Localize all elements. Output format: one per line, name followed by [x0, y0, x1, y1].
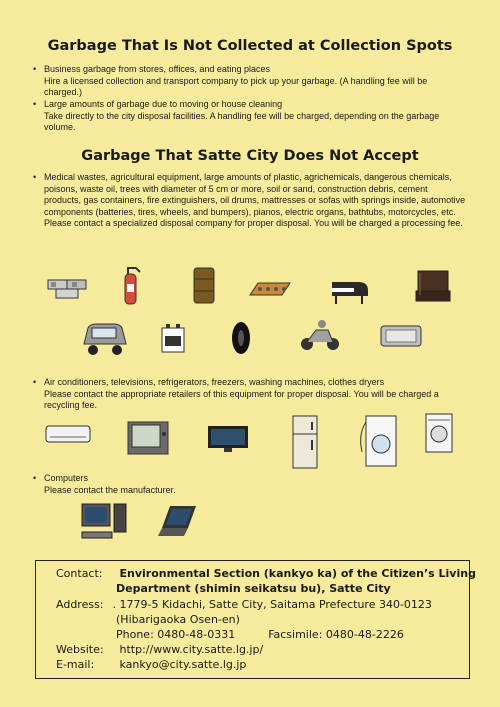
email-label: E-mail:: [56, 658, 95, 671]
piano-icon: [328, 274, 372, 306]
list-item: [33, 64, 466, 99]
section2-title: Garbage That Satte City Does Not Accept: [81, 148, 419, 164]
washing-machine-icon: [356, 412, 402, 470]
website-label: Website:: [56, 643, 104, 656]
bullet: •: [33, 377, 37, 387]
air-conditioner-icon: [44, 424, 92, 446]
refrigerator-icon: [290, 414, 320, 470]
address-row: [116, 613, 240, 626]
fax-number: Facsimile: 0480-48-2226: [268, 628, 404, 641]
bullet: •: [33, 473, 37, 483]
item-text: Air conditioners, televisions, refrigerators, freezers, washing machines, clothes dryers: [44, 377, 385, 387]
car-icon: [80, 318, 130, 358]
address-label: Address:: [56, 598, 104, 611]
address-line2: (Hibarigaoka Osen-en): [116, 613, 240, 626]
website-link[interactable]: http://www.city.satte.lg.jp/: [119, 643, 264, 656]
flat-tv-icon: [206, 424, 250, 454]
desktop-computer-icon: [80, 500, 130, 544]
email-row: [56, 658, 246, 671]
bundled-pipes-icon: [248, 279, 292, 299]
item-subtext: Please contact the manufacturer.: [44, 484, 176, 495]
list-item: [33, 99, 466, 134]
phone-number: Phone: 0480-48-0331: [116, 628, 236, 641]
address-line1: . 1779-5 Kidachi, Satte City, Saitama Prefecture 340-0123: [112, 598, 432, 611]
address-row: [56, 598, 432, 611]
sofa-icon: [412, 267, 452, 307]
contact-row: [56, 567, 476, 580]
car-battery-icon: [160, 322, 186, 354]
contact-label: Contact:: [56, 567, 103, 580]
clothes-dryer-icon: [424, 412, 454, 454]
laptop-icon: [158, 504, 198, 540]
item-subtext: Take directly to the city disposal facilities. A handling fee will be charged, depending on the garbage volume.: [44, 110, 440, 132]
contact-department-line2: Department (shimin seikatsu bu), Satte City: [116, 582, 391, 595]
list-item: [33, 377, 466, 412]
item-text: Medical wastes, agricultural equipment, large amounts of plastic, agrichemicals, dangerous chemicals, poisons, waste oil, trees with diameter of 5 cm or more, soil or sand, construction debris, cement products, gas containers, fire extinguishers, oil drums, mattresses or sofas with springs inside, automotive components (batteries, tires, wheels, and bumpers), pianos, electric organs, bathtubs, motorcycles, etc.: [44, 172, 466, 217]
crt-television-icon: [126, 420, 170, 456]
oil-drum-icon: [192, 265, 216, 305]
contact-department-line1: Environmental Section (kankyo ka) of the Citizen’s Living: [119, 567, 476, 580]
motorcycle-icon: [298, 318, 342, 352]
bullet: •: [33, 99, 37, 109]
website-row: [56, 643, 263, 656]
contact-row: [116, 582, 391, 595]
item-text: Computers: [44, 473, 89, 483]
list-item: [33, 473, 466, 496]
bathtub-icon: [378, 320, 424, 350]
email-link[interactable]: kankyo@city.satte.lg.jp: [119, 658, 247, 671]
bullet: •: [33, 64, 37, 74]
phone-row: [116, 628, 404, 641]
item-subtext: Please contact a specialized disposal company for proper disposal. You will be charged a processing fee.: [44, 218, 463, 228]
item-text: Business garbage from stores, offices, and eating places: [44, 64, 270, 74]
cinder-blocks-icon: [46, 272, 88, 300]
bullet: •: [33, 172, 37, 182]
fire-extinguisher-icon: [118, 264, 142, 306]
item-subtext: Hire a licensed collection and transport company to pick up your garbage. (A handling fee will be charged.): [44, 75, 428, 97]
item-text: Large amounts of garbage due to moving or house cleaning: [44, 99, 283, 109]
item-subtext: Please contact the appropriate retailers of this equipment for proper disposal. You will be charged a recycling fee.: [44, 388, 439, 410]
list-item: [33, 172, 466, 230]
section1-title: Garbage That Is Not Collected at Collection Spots: [47, 38, 453, 54]
tire-icon: [230, 320, 252, 356]
contact-box: [35, 560, 476, 679]
